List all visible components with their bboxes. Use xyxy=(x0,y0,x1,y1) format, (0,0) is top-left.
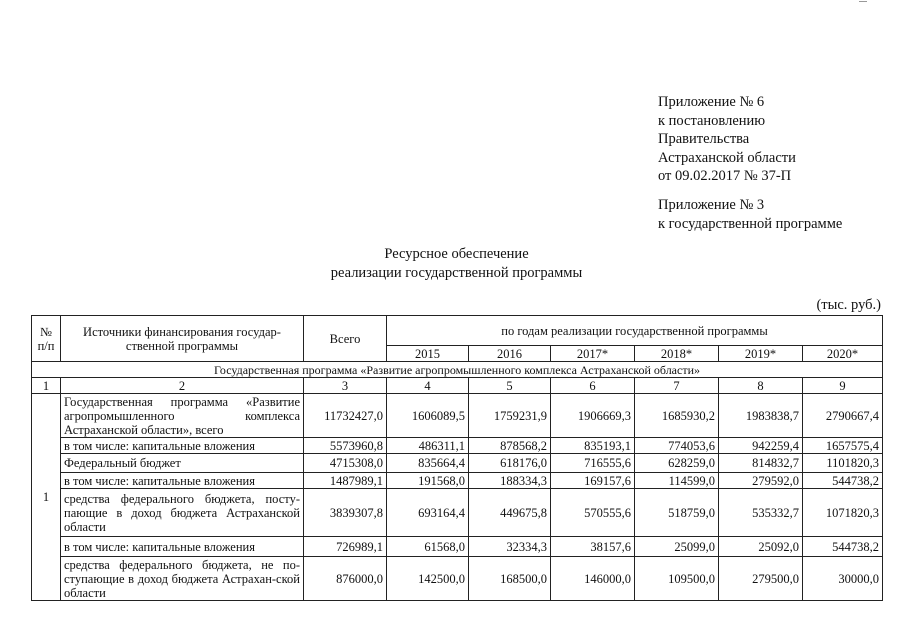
header-row xyxy=(32,316,883,346)
row-value: 279592,0 xyxy=(719,473,803,489)
row-value: 1101820,3 xyxy=(803,454,883,473)
row-value: 1906669,3 xyxy=(551,394,635,438)
row-source: в том числе: капитальные вложения xyxy=(61,438,304,454)
row-value: 25099,0 xyxy=(635,537,719,557)
annex-line: Правительства xyxy=(658,131,750,147)
column-number: 1 xyxy=(32,378,61,394)
row-total: 4715308,0 xyxy=(304,454,387,473)
header-year: 2016 xyxy=(469,346,551,362)
header-by-years: по годам реализации государственной программы xyxy=(387,316,883,346)
row-value: 835193,1 xyxy=(551,438,635,454)
column-number: 4 xyxy=(387,378,469,394)
column-number: 3 xyxy=(304,378,387,394)
row-source: Государственная программа «Развитие агропромышленного комплекса Астраханской области», всего xyxy=(61,394,304,438)
row-source: средства федерального бюджета, посту-пающие в доход бюджета Астраханской области xyxy=(61,489,304,537)
scan-mark xyxy=(859,1,867,2)
row-value: 1759231,9 xyxy=(469,394,551,438)
annex-3-heading xyxy=(658,196,842,233)
row-value: 114599,0 xyxy=(635,473,719,489)
row-value: 146000,0 xyxy=(551,557,635,601)
column-numbers-row xyxy=(32,378,883,394)
row-source: в том числе: капитальные вложения xyxy=(61,537,304,557)
table-row xyxy=(32,473,883,489)
column-number: 5 xyxy=(469,378,551,394)
annex-line: к постановлению xyxy=(658,112,766,129)
program-row xyxy=(32,362,883,378)
row-value: 628259,0 xyxy=(635,454,719,473)
row-value: 1071820,3 xyxy=(803,489,883,537)
row-total: 726989,1 xyxy=(304,537,387,557)
annex-line: к государственной программе xyxy=(658,215,843,232)
row-value: 835664,4 xyxy=(387,454,469,473)
row-value: 191568,0 xyxy=(387,473,469,489)
annex-line: Астраханской области xyxy=(658,149,796,166)
annex-line: Приложение № 6 xyxy=(658,94,765,110)
table-row xyxy=(32,489,883,537)
column-number: 8 xyxy=(719,378,803,394)
row-value: 109500,0 xyxy=(635,557,719,601)
row-total: 11732427,0 xyxy=(304,394,387,438)
table-row xyxy=(32,454,883,473)
row-value: 168500,0 xyxy=(469,557,551,601)
row-value: 1983838,7 xyxy=(719,394,803,438)
row-value: 1657575,4 xyxy=(803,438,883,454)
row-value: 544738,2 xyxy=(803,537,883,557)
row-value: 279500,0 xyxy=(719,557,803,601)
row-value: 1685930,2 xyxy=(635,394,719,438)
row-value: 518759,0 xyxy=(635,489,719,537)
row-total: 876000,0 xyxy=(304,557,387,601)
funding-table xyxy=(31,315,883,601)
row-value: 716555,6 xyxy=(551,454,635,473)
header-year: 2019* xyxy=(719,346,803,362)
table-row xyxy=(32,438,883,454)
column-number: 7 xyxy=(635,378,719,394)
row-value: 570555,6 xyxy=(551,489,635,537)
units-label: (тыс. руб.) xyxy=(816,297,881,313)
header-total: Всего xyxy=(304,316,387,362)
table-row xyxy=(32,394,883,438)
row-index: 1 xyxy=(32,394,61,601)
program-title: Государственная программа «Развитие агропромышленного комплекса Астраханской области» xyxy=(32,362,883,378)
row-value: 618176,0 xyxy=(469,454,551,473)
row-value: 774053,6 xyxy=(635,438,719,454)
row-source: Федеральный бюджет xyxy=(61,454,304,473)
row-value: 693164,4 xyxy=(387,489,469,537)
row-total: 1487989,1 xyxy=(304,473,387,489)
row-value: 169157,6 xyxy=(551,473,635,489)
row-value: 942259,4 xyxy=(719,438,803,454)
row-value: 449675,8 xyxy=(469,489,551,537)
row-source: средства федерального бюджета, не по-ступающие в доход бюджета Астрахан-ской области xyxy=(61,557,304,601)
row-value: 38157,6 xyxy=(551,537,635,557)
header-year: 2020* xyxy=(803,346,883,362)
table-row xyxy=(32,557,883,601)
row-value: 30000,0 xyxy=(803,557,883,601)
header-source: Источники финансирования государ-ственной программы xyxy=(61,316,304,362)
annex-line: Приложение № 3 xyxy=(658,197,765,213)
header-num: № п/п xyxy=(32,316,61,362)
row-value: 878568,2 xyxy=(469,438,551,454)
annex-6-heading xyxy=(658,93,796,186)
row-value: 535332,7 xyxy=(719,489,803,537)
annex-line: от 09.02.2017 № 37-П xyxy=(658,168,792,184)
table-row xyxy=(32,537,883,557)
column-number: 6 xyxy=(551,378,635,394)
title-line: Ресурсное обеспечение xyxy=(384,246,529,262)
row-value: 2790667,4 xyxy=(803,394,883,438)
document-title xyxy=(0,245,905,282)
header-year: 2015 xyxy=(387,346,469,362)
row-value: 188334,3 xyxy=(469,473,551,489)
row-total: 3839307,8 xyxy=(304,489,387,537)
header-year: 2018* xyxy=(635,346,719,362)
row-value: 1606089,5 xyxy=(387,394,469,438)
header-year: 2017* xyxy=(551,346,635,362)
row-source: в том числе: капитальные вложения xyxy=(61,473,304,489)
row-value: 25092,0 xyxy=(719,537,803,557)
column-number: 2 xyxy=(61,378,304,394)
row-value: 61568,0 xyxy=(387,537,469,557)
title-line: реализации государственной программы xyxy=(330,264,583,281)
row-total: 5573960,8 xyxy=(304,438,387,454)
row-value: 814832,7 xyxy=(719,454,803,473)
row-value: 142500,0 xyxy=(387,557,469,601)
row-value: 32334,3 xyxy=(469,537,551,557)
column-number: 9 xyxy=(803,378,883,394)
row-value: 544738,2 xyxy=(803,473,883,489)
row-value: 486311,1 xyxy=(387,438,469,454)
